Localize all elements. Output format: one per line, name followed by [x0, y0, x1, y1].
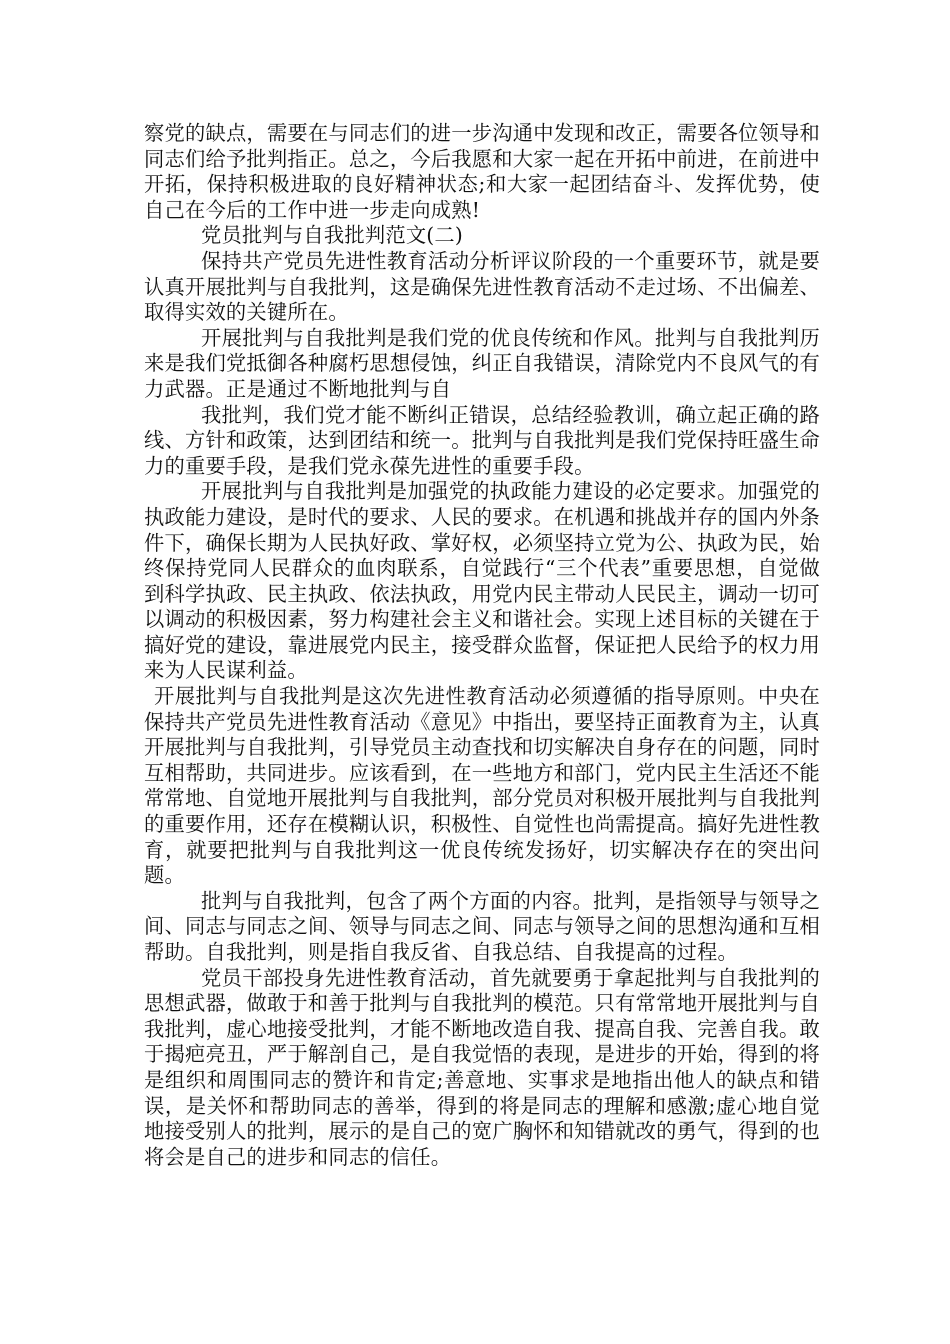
paragraph-7: 党员干部投身先进性教育活动，首先就要勇于拿起批判与自我批判的思想武器，做敢于和善于批判与自我批判的模范。只有常常地开展批判与自我批判，虚心地接受批判，才能不断地改造自我、提高自我、完善自我。敢于揭疤亮丑，严于解剖自己，是自我觉悟的表现，是进步的开始，得到的将是组织和周围同志的赞许和肯定;善意地、实事求是地指出他人的缺点和错误，是关怀和帮助同志的善举，得到的将是同志的理解和感激;虚心地自觉地接受别人的批判，展示的是自己的宽广胸怀和知错就改的勇气，得到的也将会是自己的进步和同志的信任。 — [144, 965, 820, 1169]
paragraph-2: 开展批判与自我批判是我们党的优良传统和作风。批判与自我批判历来是我们党抵御各种腐朽思想侵蚀，纠正自我错误，清除党内不良风气的有力武器。正是通过不断地批判与自 — [144, 325, 820, 401]
paragraph-3: 我批判，我们党才能不断纠正错误，总结经验教训，确立起正确的路线、方针和政策，达到团结和统一。批判与自我批判是我们党保持旺盛生命力的重要手段，是我们党永葆先进性的重要手段。 — [144, 402, 820, 478]
paragraph-continuation: 察党的缺点，需要在与同志们的进一步沟通中发现和改正，需要各位领导和同志们给予批判指正。总之，今后我愿和大家一起在开拓中前进，在前进中开拓，保持积极进取的良好精神状态;和大家一起团结奋斗、发挥优势，使自己在今后的工作中进一步走向成熟! — [144, 121, 820, 222]
section-heading: 党员批判与自我批判范文(二) — [201, 223, 464, 248]
document-page — [144, 121, 820, 1170]
paragraph-6: 批判与自我批判，包含了两个方面的内容。批判，是指领导与领导之间、同志与同志之间、领导与同志之间、同志与领导之间的思想沟通和互相帮助。自我批判，则是指自我反省、自我总结、自我提高的过程。 — [144, 888, 820, 964]
paragraph-1: 保持共产党员先进性教育活动分析评议阶段的一个重要环节，就是要认真开展批判与自我批判，这是确保先进性教育活动不走过场、不出偏差、取得实效的关键所在。 — [144, 248, 820, 325]
paragraph-4: 开展批判与自我批判是加强党的执政能力建设的必定要求。加强党的执政能力建设，是时代的要求、人民的要求。在机遇和挑战并存的国内外条件下，确保长期为人民执好政、掌好权，必须坚持立党为公、执政为民，始终保持党同人民群众的血肉联系，自觉践行“三个代表”重要思想，自觉做到科学执政、民主执政、依法执政，用党内民主带动人民民主，调动一切可以调动的积极因素，努力构建社会主义和谐社会。实现上述目标的关键在于搞好党的建设，靠进展党内民主，接受群众监督，保证把人民给予的权力用来为人民谋利益。 — [144, 479, 820, 683]
paragraph-5: 开展批判与自我批判是这次先进性教育活动必须遵循的指导原则。中央在保持共产党员先进性教育活动《意见》中指出，要坚持正面教育为主，认真开展批判与自我批判，引导党员主动查找和切实解决自身存在的问题，同时互相帮助，共同进步。应该看到，在一些地方和部门，党内民主生活还不能常常地、自觉地开展批判与自我批判，部分党员对积极开展批判与自我批判的重要作用，还存在模糊认识，积极性、自觉性也尚需提高。搞好先进性教育，就要把批判与自我批判这一优良传统发扬好，切实解决存在的突出问题。 — [144, 684, 820, 888]
